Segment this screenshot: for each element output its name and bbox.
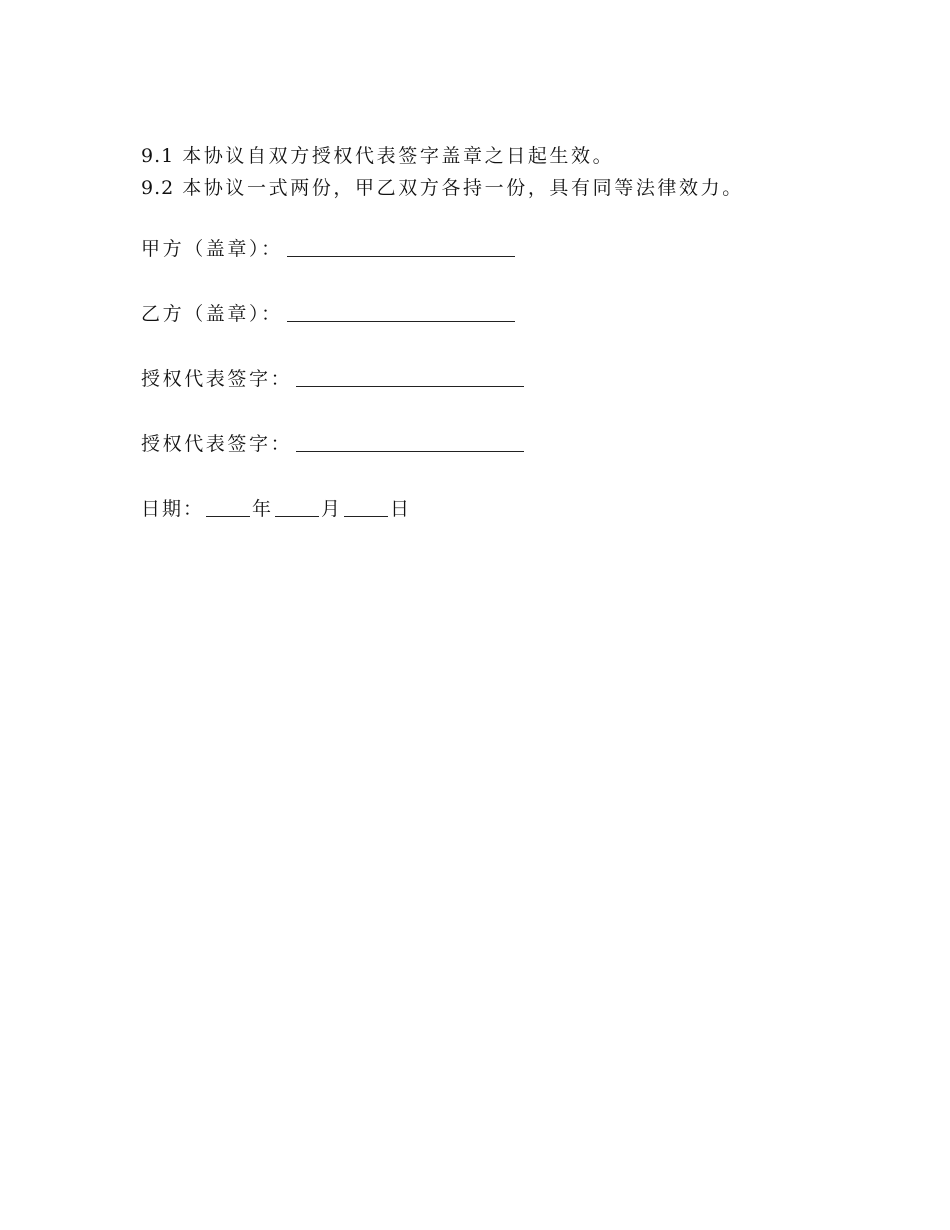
party-b-seal-row <box>141 297 821 331</box>
clause-text: 本协议一式两份，甲乙双方各持一份，具有同等法律效力。 <box>182 177 744 199</box>
rep-b-signature-line <box>296 451 524 452</box>
document-content <box>141 140 821 526</box>
clause-number: 9.1 <box>141 145 175 167</box>
clause-9-1 <box>141 140 821 172</box>
signature-block <box>141 232 821 526</box>
year-label: 年 <box>252 498 274 520</box>
rep-b-signature-label: 授权代表签字： <box>141 433 293 455</box>
rep-a-signature-label: 授权代表签字： <box>141 368 293 390</box>
party-a-seal-row <box>141 232 821 266</box>
day-blank <box>344 516 388 517</box>
date-label: 日期： <box>141 498 205 520</box>
party-a-seal-label: 甲方（盖章）： <box>141 238 283 260</box>
clause-number: 9.2 <box>141 177 175 199</box>
party-b-seal-label: 乙方（盖章）： <box>141 303 283 325</box>
rep-b-signature-row <box>141 427 821 461</box>
rep-a-signature-row <box>141 362 821 396</box>
day-label: 日 <box>390 498 412 520</box>
month-label: 月 <box>321 498 343 520</box>
rep-a-signature-line <box>296 386 524 387</box>
clause-9-2 <box>141 172 821 204</box>
clause-text: 本协议自双方授权代表签字盖章之日起生效。 <box>182 145 615 167</box>
year-blank <box>206 516 250 517</box>
date-row <box>141 492 821 526</box>
party-b-seal-line <box>287 321 515 322</box>
party-a-seal-line <box>287 256 515 257</box>
month-blank <box>275 516 319 517</box>
